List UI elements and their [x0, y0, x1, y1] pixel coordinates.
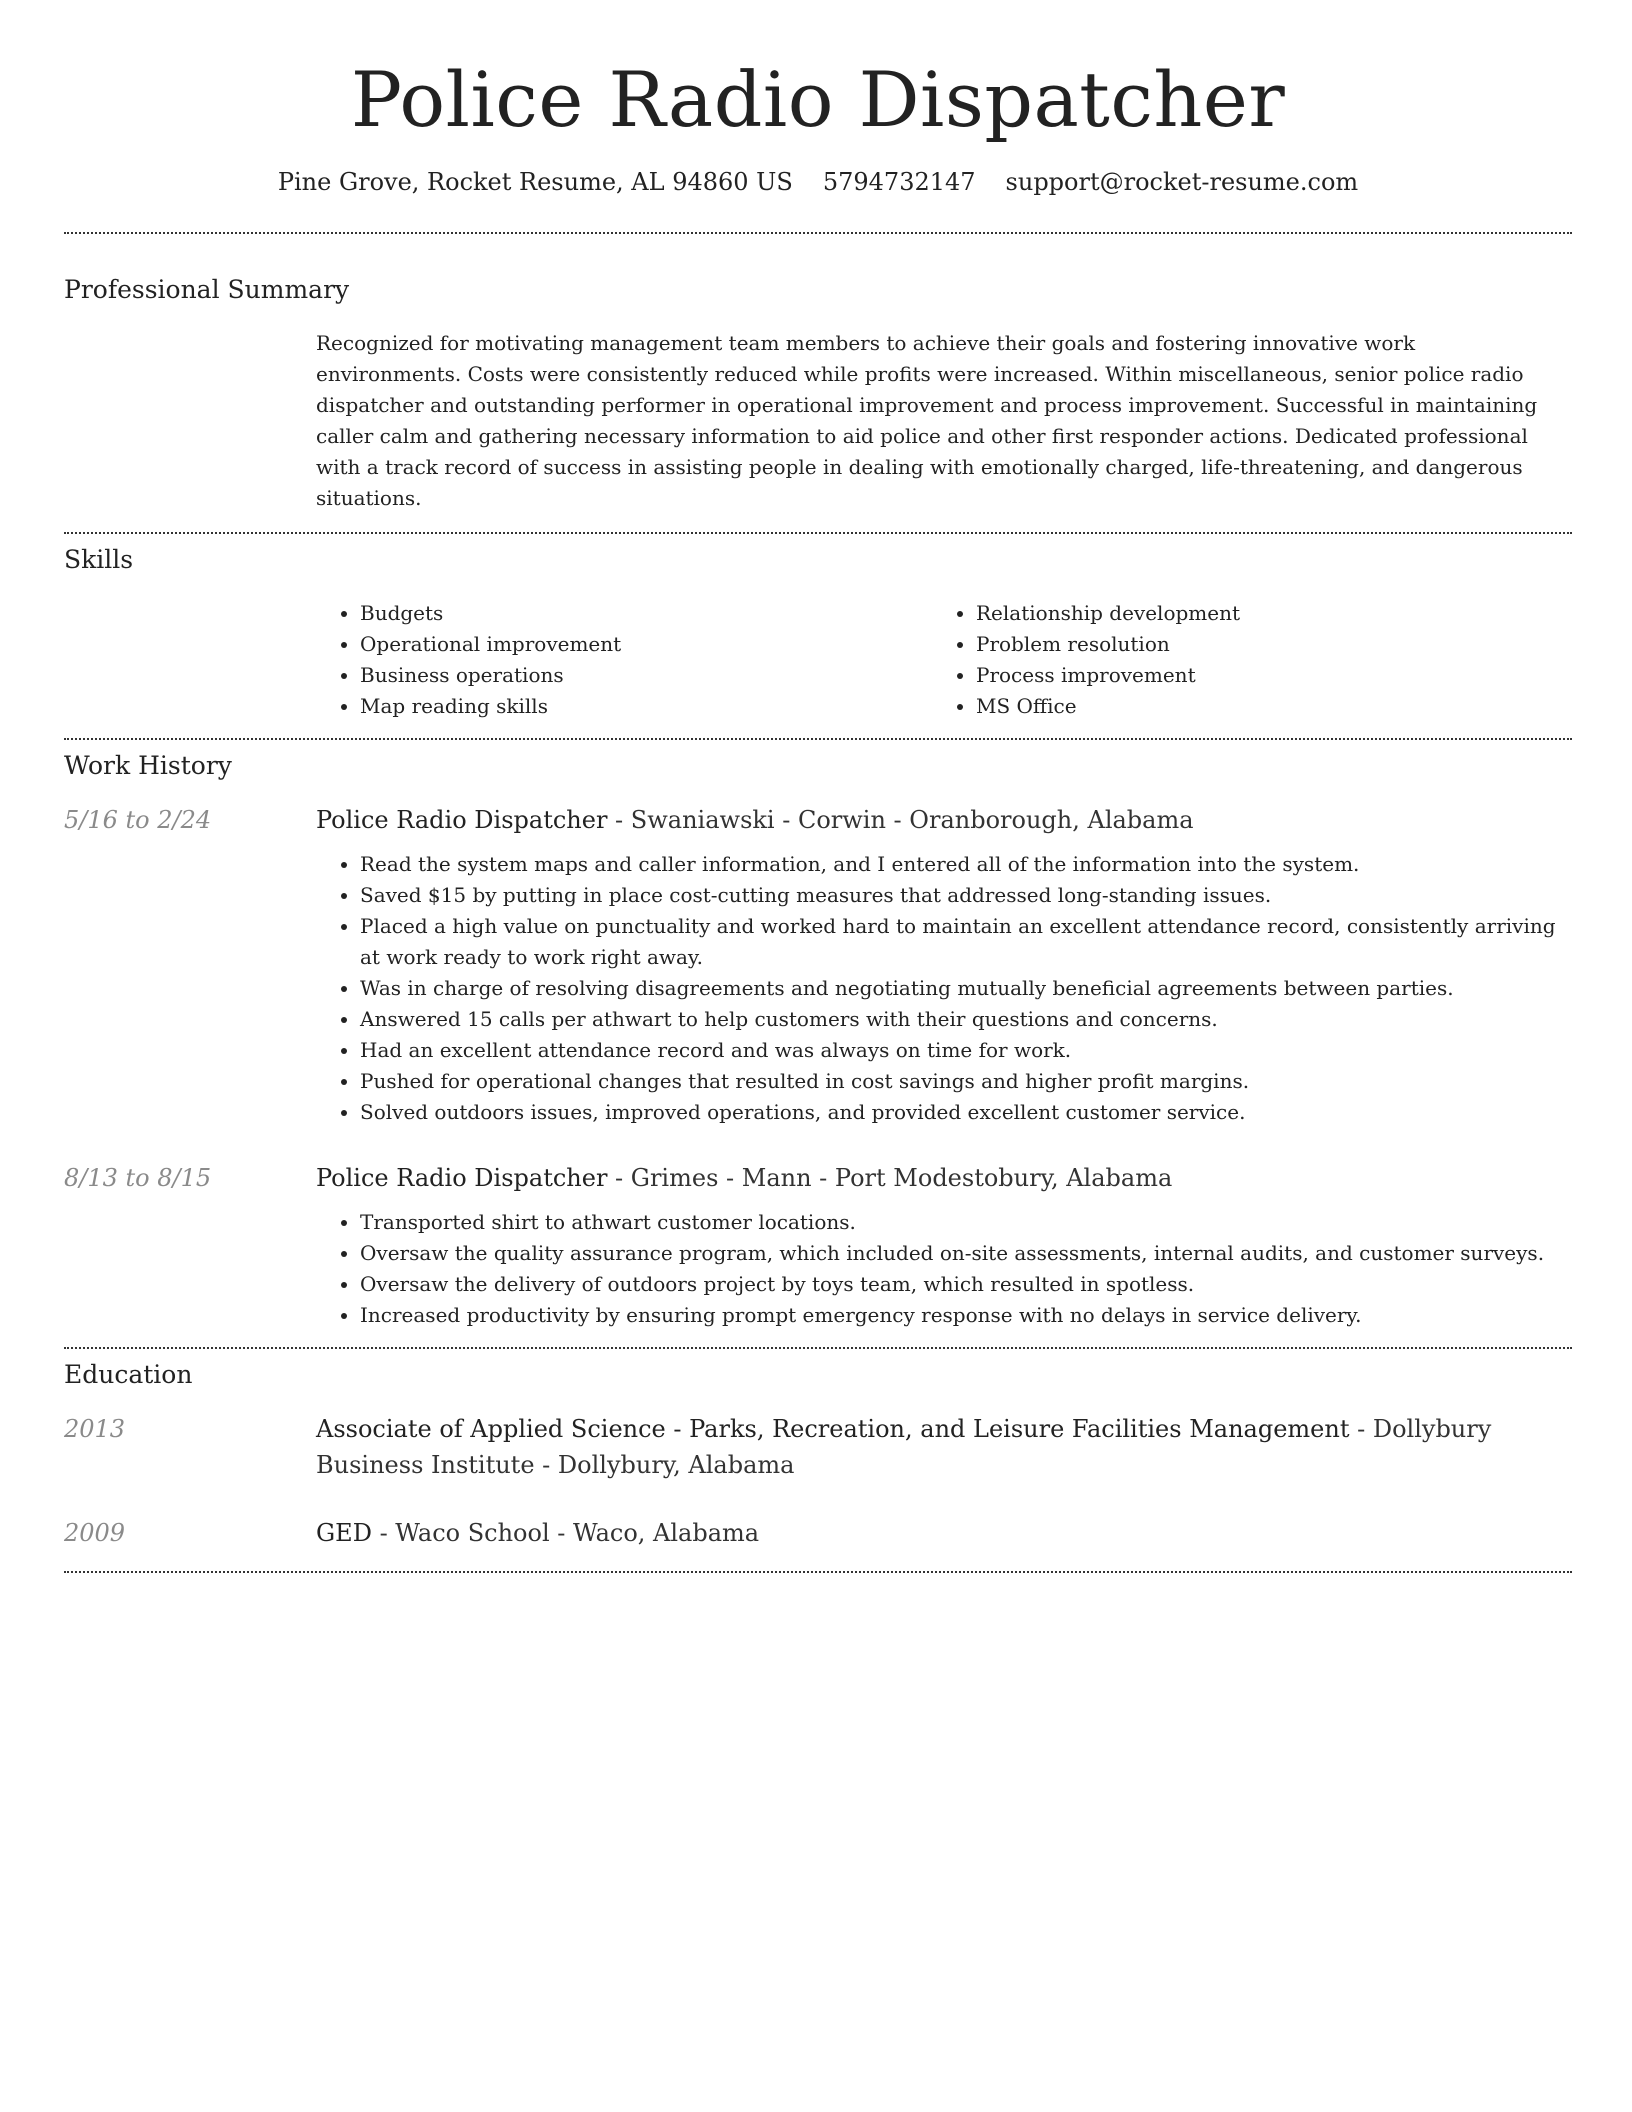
job-bullet: • Saved $15 by putting in place cost-cutting measures that addressed long-standing issues. — [360, 880, 1556, 911]
skill-item: • Problem resolution — [976, 629, 1548, 660]
resume-page — [64, 0, 1572, 1573]
divider — [64, 738, 1572, 740]
divider — [64, 232, 1572, 234]
job-dates: 5/16 to 2/24 — [64, 806, 212, 834]
education-school: - Waco School - Waco, Alabama — [371, 1519, 760, 1547]
job-title: Police Radio Dispatcher — [316, 806, 608, 834]
job-bullet: • Transported shirt to athwart customer locations. — [360, 1207, 1556, 1238]
job-bullet: • Placed a high value on punctuality and worked hard to maintain an excellent attendance record, consistently arriving at work ready to work right away. — [360, 911, 1556, 973]
section-title-summary: Professional Summary — [64, 275, 350, 304]
section-title-skills: Skills — [64, 545, 134, 574]
education-year: 2013 — [64, 1415, 126, 1443]
job-bullets — [316, 849, 1556, 1128]
skill-item: • Map reading skills — [360, 691, 932, 722]
skills-column-left — [316, 598, 932, 722]
skill-item: • Process improvement — [976, 660, 1548, 691]
education-degree: GED — [316, 1519, 372, 1547]
skills-list — [316, 598, 1556, 722]
divider — [64, 1571, 1572, 1573]
resume-name: Police Radio Dispatcher — [350, 55, 1286, 144]
education-degree: Associate of Applied Science - Parks, Recreation, and Leisure Facilities Management — [316, 1415, 1350, 1443]
skills-column-right — [932, 598, 1548, 722]
job-bullet: • Read the system maps and caller information, and I entered all of the information into the system. — [360, 849, 1556, 880]
job-bullets — [316, 1207, 1556, 1331]
divider — [64, 1347, 1572, 1349]
job-company-location: - Grimes - Mann - Port Modestobury, Alabama — [607, 1164, 1173, 1192]
section-title-education: Education — [64, 1360, 193, 1389]
summary-text: Recognized for motivating management team members to achieve their goals and fostering innovative work environments. Costs were consistently reduced while profits were increased. Within miscellaneous, senior police radio dispatcher and outstanding performer in operational improvement and process improvement. Successful in maintaining caller calm and gathering necessary information to aid police and other first responder actions. Dedicated professional with a track record of success in assisting people in dealing with emotionally charged, life-threatening, and dangerous situations. — [316, 331, 1538, 510]
skill-item: • Operational improvement — [360, 629, 932, 660]
education-entry — [64, 1515, 1572, 1551]
contact-phone: 5794732147 — [822, 168, 976, 196]
skill-item: • Budgets — [360, 598, 932, 629]
job-bullet: • Increased productivity by ensuring prompt emergency response with no delays in service delivery. — [360, 1300, 1556, 1331]
education-entry — [64, 1411, 1572, 1483]
education-heading — [316, 1411, 1556, 1483]
job-bullet: • Oversaw the delivery of outdoors project by toys team, which resulted in spotless. — [360, 1269, 1556, 1300]
job-heading — [316, 802, 1556, 838]
job-bullet: • Had an excellent attendance record and was always on time for work. — [360, 1035, 1556, 1066]
contact-email: support@rocket-resume.com — [1005, 168, 1359, 196]
job-bullet: • Pushed for operational changes that resulted in cost savings and higher profit margins. — [360, 1066, 1556, 1097]
skill-item: • MS Office — [976, 691, 1548, 722]
skill-item: • Business operations — [360, 660, 932, 691]
job-heading — [316, 1160, 1556, 1196]
education-heading — [316, 1515, 1556, 1551]
contact-address: Pine Grove, Rocket Resume, AL 94860 US — [277, 168, 793, 196]
job-bullet: • Answered 15 calls per athwart to help customers with their questions and concerns. — [360, 1004, 1556, 1035]
job-dates: 8/13 to 8/15 — [64, 1164, 212, 1192]
divider — [64, 532, 1572, 534]
job-company-location: - Swaniawski - Corwin - Oranborough, Alabama — [607, 806, 1194, 834]
education-school: - Dollybury Business Institute - Dollybury, Alabama — [316, 1415, 1492, 1479]
job-entry — [64, 802, 1572, 1128]
job-bullet: • Was in charge of resolving disagreements and negotiating mutually beneficial agreements between parties. — [360, 973, 1556, 1004]
job-bullet: • Solved outdoors issues, improved operations, and provided excellent customer service. — [360, 1097, 1556, 1128]
section-title-work-history: Work History — [64, 751, 232, 780]
job-bullet: • Oversaw the quality assurance program, which included on-site assessments, internal audits, and customer surveys. — [360, 1238, 1556, 1269]
skill-item: • Relationship development — [976, 598, 1548, 629]
education-year: 2009 — [64, 1519, 126, 1547]
job-title: Police Radio Dispatcher — [316, 1164, 608, 1192]
job-entry — [64, 1160, 1572, 1331]
contact-line — [64, 166, 1572, 198]
